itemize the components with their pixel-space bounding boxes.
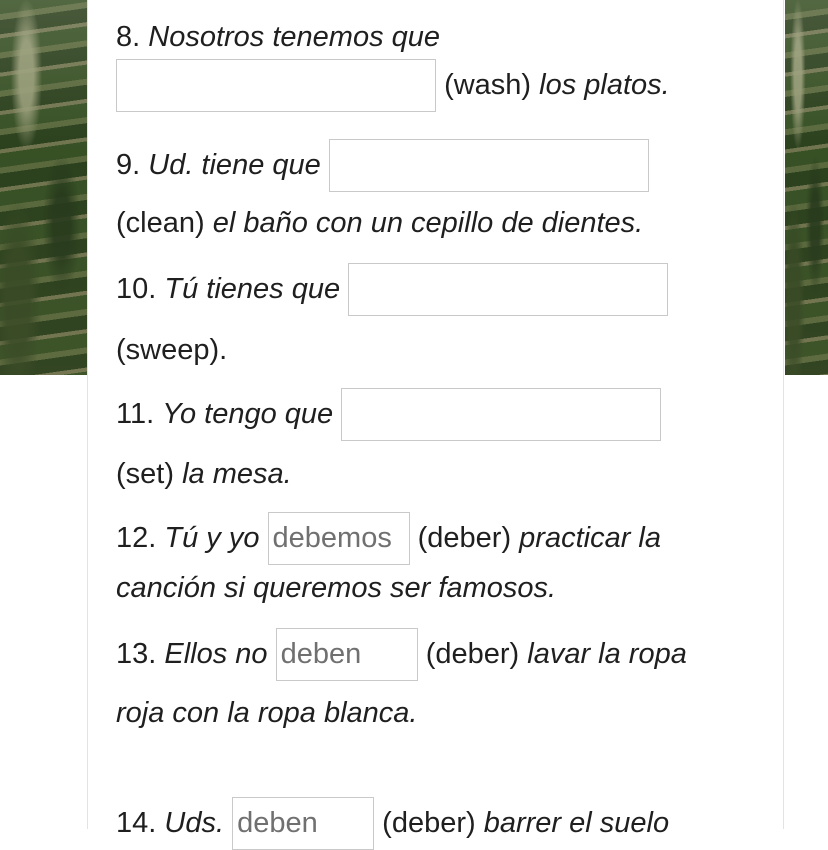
question-12-line-2 [116,573,756,603]
verb-hint: (sweep). [116,333,228,366]
verb-hint: (set) [116,457,174,490]
question-rest: los platos. [539,69,670,101]
answer-input-11[interactable] [341,388,661,441]
question-prompt: Yo tengo que [162,398,334,430]
question-13 [116,628,756,681]
question-8-line-2 [116,59,756,112]
question-9 [116,139,756,192]
question-rest-continued: roja con la ropa blanca. [116,696,418,729]
question-number: 13. [116,638,157,670]
answer-input-8[interactable] [116,59,436,112]
question-prompt: Uds. [164,807,225,839]
verb-hint: (deber) [417,522,512,554]
question-prompt: Ellos no [164,638,268,670]
exercise-panel [87,0,784,839]
question-10-line-2 [116,335,756,365]
answer-input-13[interactable] [276,628,418,681]
question-number: 8. [116,20,141,53]
question-9-line-2 [116,208,756,238]
question-12 [116,512,756,565]
question-rest: lavar la ropa [527,638,687,670]
answer-input-14[interactable] [232,797,374,850]
question-prompt: Ud. tiene que [148,149,321,181]
question-number: 11. [116,398,155,430]
question-rest: la mesa. [182,457,292,490]
question-13-line-2 [116,698,756,728]
answer-input-9[interactable] [329,139,649,192]
question-number: 12. [116,522,157,554]
question-rest: el baño con un cepillo de dientes. [212,206,644,239]
question-number: 14. [116,807,157,839]
question-number: 9. [116,149,141,181]
question-14 [116,797,756,850]
question-number: 10. [116,273,157,305]
question-11-line-2 [116,459,756,489]
background-photo-left [0,0,88,375]
verb-hint: (clean) [116,206,205,239]
question-rest: barrer el suelo [483,807,670,839]
background-photo-right [785,0,828,375]
verb-hint: (deber) [425,638,520,670]
question-rest-continued: canción si queremos ser famosos. [116,571,557,604]
question-10 [116,263,756,316]
question-11 [116,388,756,441]
question-prompt: Tú tienes que [164,273,341,305]
question-8 [116,22,756,52]
verb-hint: (wash) [444,69,532,101]
verb-hint: (deber) [382,807,476,839]
answer-input-12[interactable] [268,512,410,565]
question-prompt: Tú y yo [164,522,260,554]
question-prompt: Nosotros tenemos que [148,20,441,53]
question-rest: practicar la [519,522,661,554]
answer-input-10[interactable] [348,263,668,316]
